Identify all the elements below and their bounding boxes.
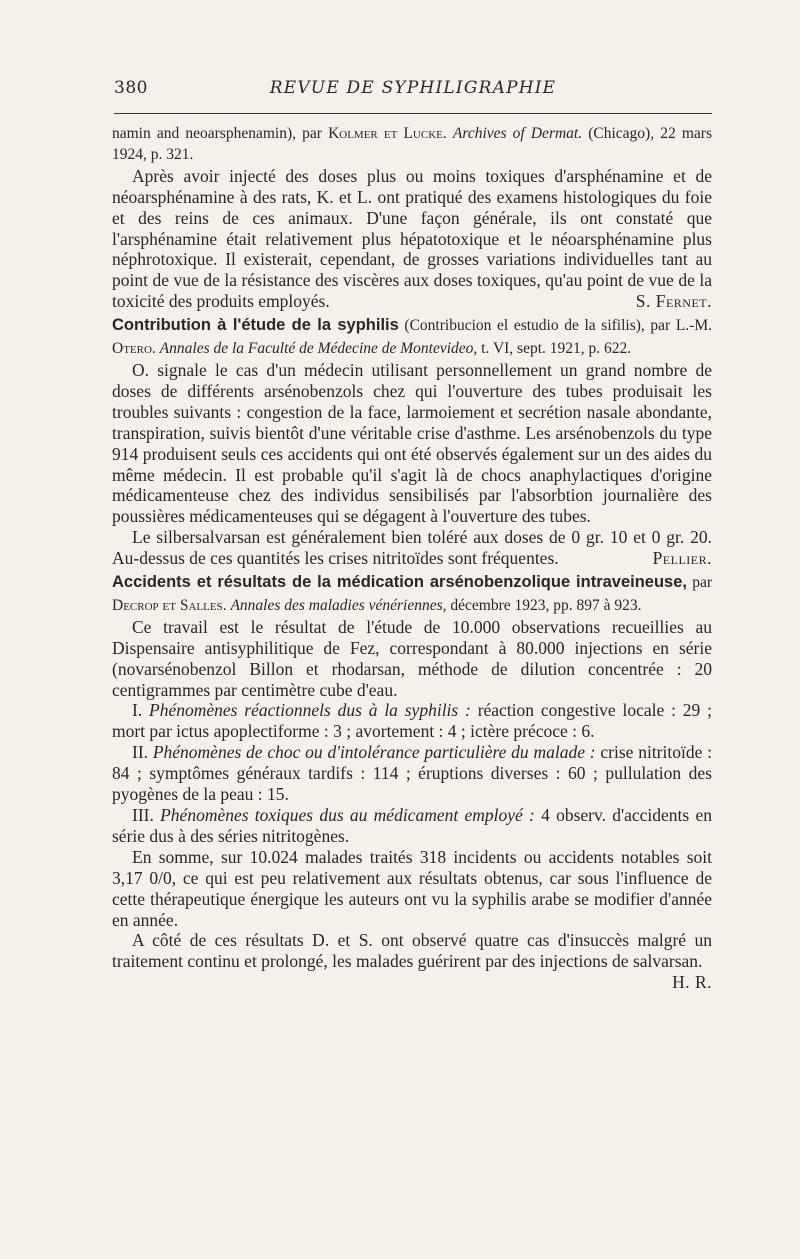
article2-item-2: II. Phénomènes de choc ou d'intolérance particulière du malade : crise nitritoïde : 84 ; symptômes généraux tardifs : 114 ; éruptions diverses : 60 ; pullulation des pyogènes de la peau : 15. bbox=[112, 742, 713, 805]
article0-reference: namin and neoarsphenamin), par Kolmer et Lucke. Archives of Dermat. (Chicago), 22 mars 1924, p. 321. bbox=[112, 125, 712, 163]
article1-signature: Pellier. bbox=[652, 548, 712, 569]
article1-paragraph-1: O. signale le cas d'un médecin utilisant personnellement un grand nombre de doses de différents arsénobenzols chez qui l'ouverture des tubes produisait les troubles suivants : congestion de la face, larmoiement et secrétion nasale abondante, transpiration, suivis bientôt d'une véritable crise d'asthme. Les arsénobenzols du type 914 produisent seuls ces accidents qui ont été observés également sur un des aides du même médecin. Il est probable qu'il s'agit là de chocs anaphylactiques d'origine médicamenteuse chez des individus sensibilisés par l'absorbtion journalière des poussières médicamenteuses qui se dégagent à l'ouverture des tubes. bbox=[112, 359, 712, 527]
article2-paragraph-3: A côté de ces résultats D. et S. ont observé quatre cas d'insuccès malgré un traitement continu et prolongé, les malades guérirent par des injections de salvarsan. H. R. bbox=[112, 930, 712, 993]
page-number: 380 bbox=[114, 78, 148, 98]
article2-item-1: I. Phénomènes réactionnels dus à la syphilis : réaction congestive locale : 29 ; mort par ictus apoplectiforme : 3 ; avortement : 4 ; ictère précoce : 6. bbox=[112, 700, 712, 742]
article0-paragraph: Après avoir injecté des doses plus ou moins toxiques d'arsphénamine et de néoarsphénamine à des rats, K. et L. ont pratiqué des examens histologiques du foie et des reins de ces animaux. D'une façon générale, ils ont constaté que l'arsphénamine était relativement plus hépatotoxique et le néoarsphénamine plus néphrotoxique. Il existerait, cependant, de grosses variations individuelles tant au point de vue de la résistance des viscères aux doses toxiques, qu'au point de vue de la toxicité des produits employés. S. Fernet. bbox=[112, 165, 712, 312]
running-header bbox=[114, 78, 712, 100]
article2-paragraph-2: En somme, sur 10.024 malades traités 318 incidents ou accidents notables soit 3,17 0/0, ce qui est peu relativement aux résultats obtenus, car sous l'influence de cette thérapeutique énergique les auteurs ont vu la syphilis arabe se modifier d'année en année. bbox=[112, 846, 712, 930]
article1-title: Contribution à l'étude de la syphilis bbox=[112, 316, 399, 335]
page-body bbox=[112, 124, 712, 993]
article2-heading: Accidents et résultats de la médication arsénobenzolique intraveineuse, par Decrop et Salles. Annales des maladies vénériennes, décembre 1923, pp. 897 à 923. bbox=[112, 573, 712, 614]
article1-heading: Contribution à l'étude de la syphilis (Contribucion el estudio de la sifilis), par L.-M. Otero. Annales de la Faculté de Médecine de Montevideo, t. VI, sept. 1921, p. 622. bbox=[112, 316, 712, 358]
article2-paragraph-1: Ce travail est le résultat de l'étude de 10.000 observations recueillies au Dispensaire antisyphilitique de Fez, correspondant à 80.000 injections en série (novarsénobenzol Billon et rhodarsan, méthode de dilution concentrée : 20 centigrammes par centimètre cube d'eau. bbox=[112, 616, 712, 700]
article2-signature: H. R. bbox=[672, 972, 712, 993]
article2-journal: Annales des maladies vénériennes, bbox=[230, 596, 447, 614]
article1-authors: L.-M. Otero bbox=[112, 317, 712, 358]
article2-title: Accidents et résultats de la médication arsénobenzolique intraveineuse, bbox=[112, 573, 687, 592]
article1-journal: Annales de la Faculté de Médecine de Montevideo, bbox=[159, 340, 478, 358]
article0-signature: S. Fernet. bbox=[635, 291, 712, 312]
article0-journal: Archives of Dermat. bbox=[452, 125, 583, 142]
article2-authors: Decrop et Salles bbox=[112, 596, 223, 614]
header-rule bbox=[114, 113, 712, 114]
journal-title: REVUE DE SYPHILIGRAPHIE bbox=[269, 78, 557, 98]
article2-item-3: III. Phénomènes toxiques dus au médicament employé : 4 observ. d'accidents en série dus à des séries nitritogènes. bbox=[112, 805, 712, 846]
article1-paragraph-2: Le silbersalvarsan est généralement bien toléré aux doses de 0 gr. 10 et 0 gr. 20. Au-dessus de ces quantités les crises nitritoïdes sont fréquentes. Pellier. bbox=[112, 527, 712, 569]
article0-authors: Kolmer et Lucke bbox=[328, 125, 443, 142]
